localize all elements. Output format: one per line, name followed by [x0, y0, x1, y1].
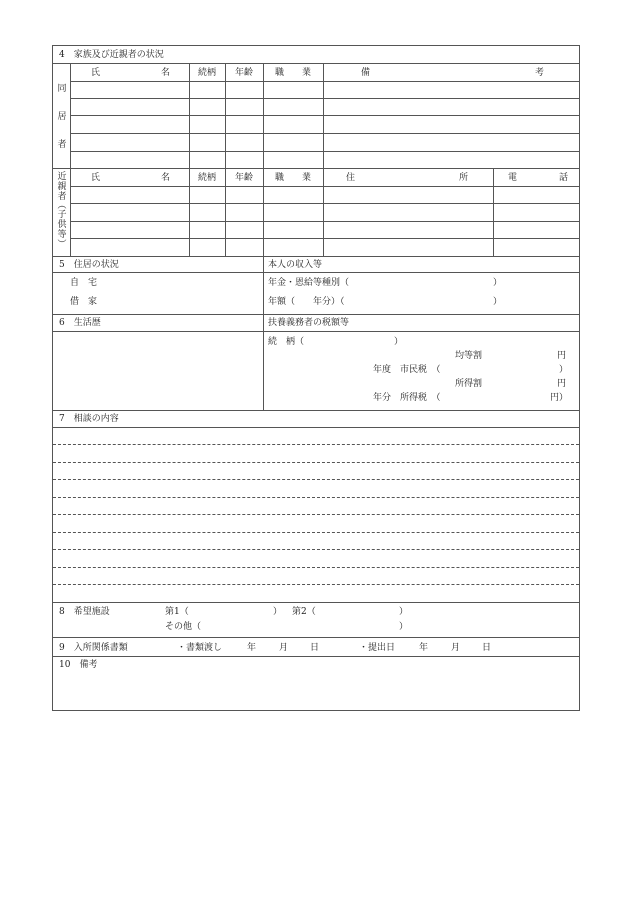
relatives-label-1: 近	[57, 172, 67, 182]
facility-second-close: ）	[399, 607, 409, 617]
facility-first-close: ）	[273, 607, 283, 617]
h1-name-b: 名	[161, 68, 171, 78]
household-label-2: 居	[57, 112, 67, 122]
household-label-1: 同	[57, 84, 67, 94]
section-6-title: 6 生活歴	[59, 318, 101, 328]
tax-relation-close: ）	[394, 337, 404, 347]
docs-submitted-day: 日	[482, 643, 492, 653]
docs-submitted: ・提出日	[359, 643, 396, 653]
h2-age: 年齢	[234, 173, 253, 183]
tax-title: 扶養義務者の税額等	[268, 318, 350, 328]
docs-handed: ・書類渡し	[177, 643, 223, 653]
section-4-title: 4 家族及び近親者の状況	[59, 50, 164, 60]
tax-yen-1: 円	[557, 351, 567, 361]
section-8-title: 8 希望施設	[59, 607, 110, 617]
relatives-label-2: 親	[57, 182, 67, 192]
h2-name-a: 氏	[91, 173, 101, 183]
application-form	[52, 45, 580, 711]
docs-handed-day: 日	[310, 643, 320, 653]
relatives-label-6: 供	[57, 220, 67, 230]
tax-municipal: 年度 市民税 （	[373, 365, 441, 375]
h2-address-a: 住	[346, 173, 356, 183]
relatives-label-3: 者	[57, 192, 67, 202]
income-pension-close: ）	[493, 278, 503, 288]
tax-yen-2: 円	[557, 379, 567, 389]
income-pension-type: 年金・恩給等種別（	[268, 278, 350, 288]
h2-address-b: 所	[459, 173, 469, 183]
household-label-3: 者	[57, 140, 67, 150]
residence-own-home: 自 宅	[70, 278, 98, 288]
tax-income-tax: 年分 所得税 （	[373, 393, 441, 403]
h1-age: 年齢	[234, 68, 253, 78]
tax-municipal-close: ）	[559, 365, 569, 375]
tax-relation: 続 柄（	[268, 337, 305, 347]
residence-rented: 借 家	[70, 297, 98, 307]
facility-other-close: ）	[399, 622, 409, 632]
section-5-title: 5 住居の状況	[59, 260, 119, 270]
income-title: 本人の収入等	[268, 260, 323, 270]
relatives-label-8: ︶	[57, 240, 67, 250]
docs-submitted-year: 年	[419, 643, 429, 653]
h2-name-b: 名	[161, 173, 171, 183]
tax-income-tax-close: 円）	[550, 393, 569, 403]
section-7-title: 7 相談の内容	[59, 414, 119, 424]
facility-first: 第1（	[165, 607, 189, 617]
h1-occupation: 職 業	[274, 68, 311, 78]
relatives-label-7: 等	[57, 230, 67, 240]
docs-handed-month: 月	[279, 643, 289, 653]
facility-other: その他（	[165, 622, 202, 632]
h1-name-a: 氏	[91, 68, 101, 78]
h2-phone-b: 話	[559, 173, 569, 183]
income-annual-close: ）	[493, 297, 503, 307]
tax-income-based: 所得割	[455, 379, 483, 389]
h1-remarks-b: 考	[535, 68, 545, 78]
section-9-title: 9 入所関係書類	[59, 643, 128, 653]
h2-occupation: 職 業	[274, 173, 311, 183]
tax-per-capita: 均等割	[455, 351, 483, 361]
income-annual: 年額（ 年分）（	[268, 297, 345, 307]
section-10-title: 10 備考	[59, 660, 98, 670]
facility-second: 第2（	[292, 607, 316, 617]
h2-relation: 続柄	[197, 173, 216, 183]
h2-phone-a: 電	[508, 173, 518, 183]
h1-relation: 続柄	[197, 68, 216, 78]
docs-handed-year: 年	[247, 643, 257, 653]
relatives-label-5: 子	[57, 210, 67, 220]
docs-submitted-month: 月	[451, 643, 461, 653]
h1-remarks-a: 備	[361, 68, 371, 78]
relatives-label-4: ︵	[57, 201, 67, 211]
